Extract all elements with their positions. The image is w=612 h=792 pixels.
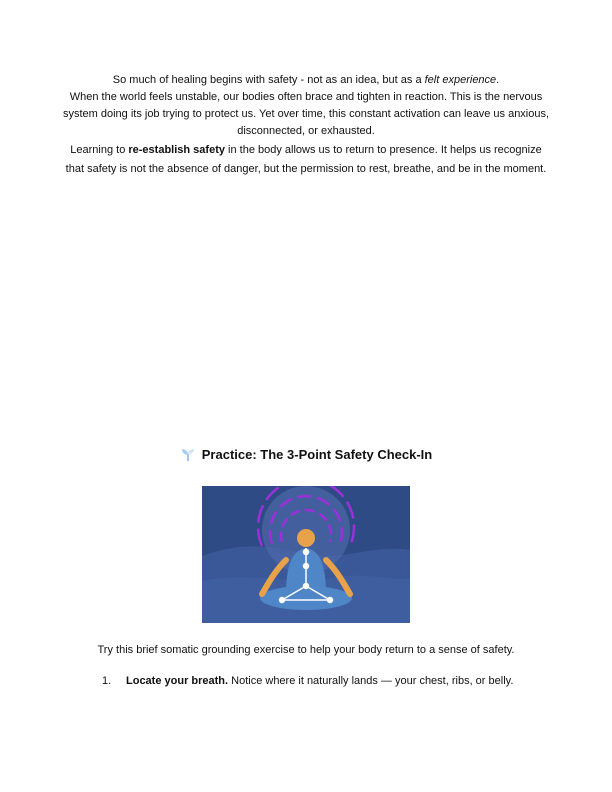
intro-line1-post: . — [496, 74, 500, 86]
practice-heading — [0, 446, 612, 462]
second-strong: re-establish safety — [128, 144, 225, 156]
step-body — [126, 673, 513, 690]
intro-paragraph — [60, 72, 552, 140]
step-title: Locate your breath. — [126, 675, 229, 687]
meditation-illustration — [202, 486, 410, 623]
exercise-intro: Try this brief somatic grounding exercise to help your body return to a sense of safety. — [97, 644, 515, 656]
second-paragraph — [60, 141, 552, 179]
intro-rest: When the world feels unstable, our bodies often brace and tighten in reaction. This is the nervous system doing its job trying to protect us. Yet over time, this constant activation can leave us anxious, disconnected, or exhausted. — [62, 91, 550, 137]
step-number: 1. — [102, 675, 112, 687]
second-post: in the body allows us to return to presence. It helps us recognize that safety is not the absence of danger, but the permission to rest, breathe, and be in the moment. — [65, 144, 547, 175]
practice-title: Practice: The 3-Point Safety Check-In — [201, 446, 433, 462]
steps-list — [102, 673, 562, 690]
sprout-icon — [180, 446, 196, 462]
step-text: Notice where it naturally lands — your chest, ribs, or belly. — [228, 675, 514, 687]
intro-line1-pre: So much of healing begins with safety - not as an idea, but as a — [112, 74, 425, 86]
figure-head — [297, 529, 315, 547]
intro-emphasis: felt experience — [424, 74, 497, 86]
list-item — [102, 673, 562, 690]
second-pre: Learning to — [70, 144, 129, 156]
